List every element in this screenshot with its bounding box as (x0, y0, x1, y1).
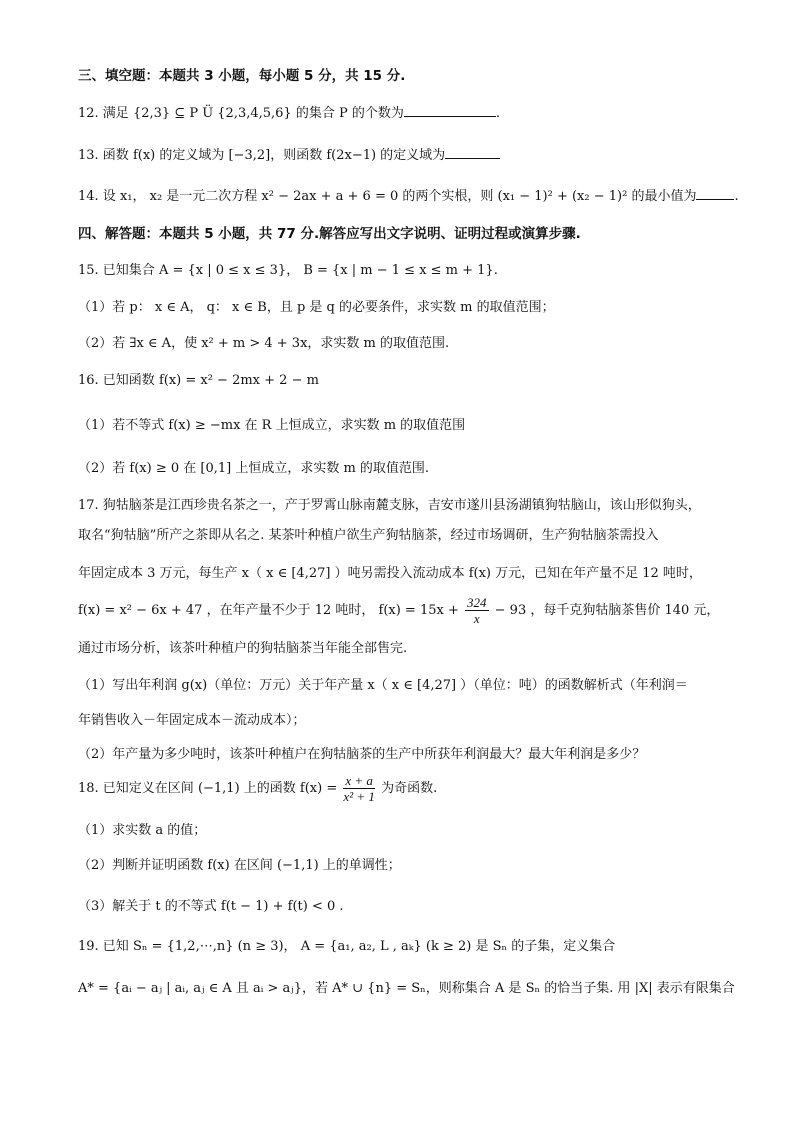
question-14-end: . (734, 189, 739, 204)
question-17-part-1-b: 年销售收入－年固定成本－流动成本）； (78, 713, 306, 728)
fraction-x-plus-a (343, 773, 375, 804)
answer-blank (404, 104, 496, 117)
question-16-part-1: （1）若不等式 f(x) ≥ −mx 在 R 上恒成立，求实数 m 的取值范围 (78, 418, 466, 433)
answer-blank (696, 187, 734, 200)
question-12 (78, 104, 500, 123)
question-19-line-1: 19. 已知 Sₙ = {1,2,⋯,n} (n ≥ 3)， A = {a₁, a₂, L , aₖ} (k ≥ 2) 是 Sₙ 的子集，定义集合 (78, 939, 616, 954)
question-14 (78, 187, 739, 206)
question-17-part-1-a: （1）写出年利润 g(x)（单位：万元）关于年产量 x（ x ∈ [4,27] ）（单位：吨）的函数解析式（年利润＝ (78, 678, 688, 693)
question-17-part-2: （2）年产量为多少吨时，该茶叶种植户在狗牯脑茶的生产中所获年利润最大？最大年利润是多少？ (78, 747, 646, 762)
question-18-stem-b: 为奇函数. (381, 781, 438, 796)
question-17-line-2: 取名“狗牯脑”所产之茶即从名之. 某茶叶种植户欲生产狗牯脑茶，经过市场调研，生产狗牯脑茶需投入 (78, 528, 659, 543)
question-19-line-2: A* = {aᵢ − aⱼ | aᵢ, aⱼ ∈ A 且 aᵢ > aⱼ}，若 A* ∪ {n} = Sₙ，则称集合 A 是 Sₙ 的恰当子集. 用 |X| 表示有限集合 (78, 981, 735, 996)
question-16-stem: 16. 已知函数 f(x) = x² − 2mx + 2 − m (78, 373, 319, 388)
question-16-part-2: （2）若 f(x) ≥ 0 在 [0,1] 上恒成立，求实数 m 的取值范围. (78, 461, 430, 476)
question-17-line-4-b: − 93 ，每千克狗牯脑茶售价 140 元， (494, 603, 720, 618)
question-17-line-1: 17. 狗牯脑茶是江西珍贵名茶之一，产于罗霄山脉南麓支脉，吉安市遂川县汤湖镇狗牯脑山，该山形似狗头， (78, 498, 701, 513)
question-14-text: 14. 设 x₁， x₂ 是一元二次方程 x² − 2ax + a + 6 = 0 的两个实根，则 (x₁ − 1)² + (x₂ − 1)² 的最小值为 (78, 189, 697, 204)
question-17-line-3: 年固定成本 3 万元，每生产 x（ x ∈ [4,27] ）吨另需投入流动成本 f(x) 万元，已知在年产量不足 12 吨时， (78, 566, 702, 581)
question-12-text: 12. 满足 {2,3} ⊆ P Ü {2,3,4,5,6} 的集合 P 的个数为 (78, 106, 404, 121)
question-18-stem (78, 771, 437, 807)
question-17-line-5: 通过市场分析，该茶叶种植户的狗牯脑茶当年能全部售完. (78, 641, 408, 656)
fraction-numerator: 324 (467, 595, 487, 610)
question-18-stem-a: 18. 已知定义在区间 (−1,1) 上的函数 f(x) = (78, 781, 338, 796)
question-17-line-4 (78, 593, 719, 629)
question-12-end: . (495, 106, 500, 121)
question-13 (78, 146, 500, 165)
fraction-numerator: x + a (345, 773, 373, 788)
question-15-part-2: （2）若 ∃x ∈ A，使 x² + m > 4 + 3x，求实数 m 的取值范围. (78, 336, 450, 351)
question-13-text: 13. 函数 f(x) 的定义域为 [−3,2]，则函数 f(2x−1) 的定义域为 (78, 148, 446, 163)
question-18-part-1: （1）求实数 a 的值； (78, 823, 207, 838)
fraction-denominator: x² + 1 (343, 789, 375, 804)
question-15-stem: 15. 已知集合 A = {x | 0 ≤ x ≤ 3}， B = {x | m − 1 ≤ x ≤ m + 1}. (78, 263, 498, 278)
question-17-line-4-a: f(x) = x² − 6x + 47 ，在年产量不少于 12 吨时， f(x) = 15x + (78, 603, 459, 618)
question-18-part-2: （2）判断并证明函数 f(x) 在区间 (−1,1) 上的单调性； (78, 858, 401, 873)
answer-blank (445, 146, 500, 159)
section-4-heading: 四、解答题：本题共 5 小题，共 77 分.解答应写出文字说明、证明过程或演算步骤. (78, 226, 581, 242)
fraction-denominator: x (473, 611, 480, 626)
question-15-part-1: （1）若 p： x ∈ A， q： x ∈ B，且 p 是 q 的必要条件，求实数 m 的取值范围； (78, 300, 555, 315)
section-3-heading: 三、填空题：本题共 3 小题，每小题 5 分，共 15 分. (78, 68, 406, 84)
question-18-part-3: （3）解关于 t 的不等式 f(t − 1) + f(t) < 0 . (78, 899, 344, 914)
fraction-324-over-x (465, 595, 489, 626)
